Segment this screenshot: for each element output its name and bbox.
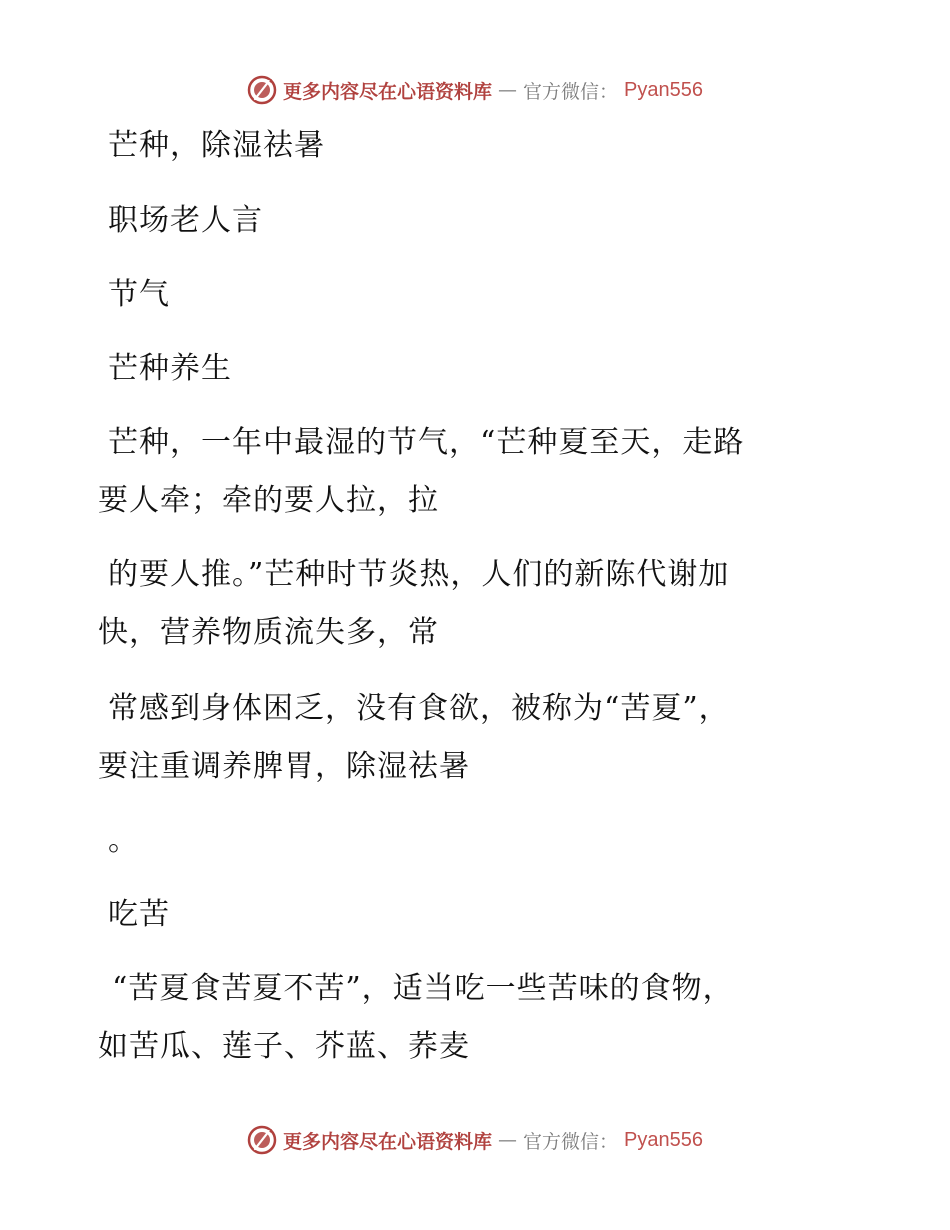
paragraph-line: 的要人推。”芒种时节炎热，人们的新陈代谢加 bbox=[108, 557, 730, 592]
paragraph-line: 芒种，一年中最湿的节气，“芒种夏至天，走路 bbox=[108, 425, 745, 460]
watermark-brand-text: 更多内容尽在心语资料库 bbox=[283, 80, 493, 103]
watermark-dash: — bbox=[498, 79, 518, 101]
watermark-dash: — bbox=[498, 1129, 518, 1151]
paragraph-line: 要人牵；牵的要人拉，拉 bbox=[98, 483, 439, 518]
doc-title: 芒种，除湿祛暑 bbox=[108, 128, 325, 163]
paragraph-line: 要注重调养脾胃，除湿祛暑 bbox=[98, 749, 470, 784]
brand-logo-icon bbox=[247, 1125, 277, 1155]
watermark-wechat-id: Pyan556 bbox=[624, 1128, 703, 1151]
paragraph-line: “苦夏食苦夏不苦”，适当吃一些苦味的食物， bbox=[112, 971, 734, 1006]
watermark-wechat-label: 官方微信： bbox=[523, 1130, 619, 1153]
doc-category: 节气 bbox=[108, 277, 170, 312]
doc-author: 职场老人言 bbox=[108, 203, 263, 238]
paragraph-line: 如苦瓜、莲子、芥蓝、荞麦 bbox=[98, 1029, 470, 1064]
paragraph-line: 。 bbox=[108, 823, 139, 858]
watermark-brand-text: 更多内容尽在心语资料库 bbox=[283, 1130, 493, 1153]
header-watermark bbox=[0, 70, 950, 110]
brand-logo-icon bbox=[247, 75, 277, 105]
watermark-wechat-id: Pyan556 bbox=[624, 78, 703, 101]
watermark-wechat-label: 官方微信： bbox=[523, 80, 619, 103]
paragraph-line: 常感到身体困乏，没有食欲，被称为“苦夏”， bbox=[108, 691, 730, 726]
footer-watermark bbox=[0, 1120, 950, 1160]
subsection-heading: 吃苦 bbox=[108, 897, 170, 932]
section-heading: 芒种养生 bbox=[108, 351, 232, 386]
paragraph-line: 快，营养物质流失多，常 bbox=[98, 615, 439, 650]
